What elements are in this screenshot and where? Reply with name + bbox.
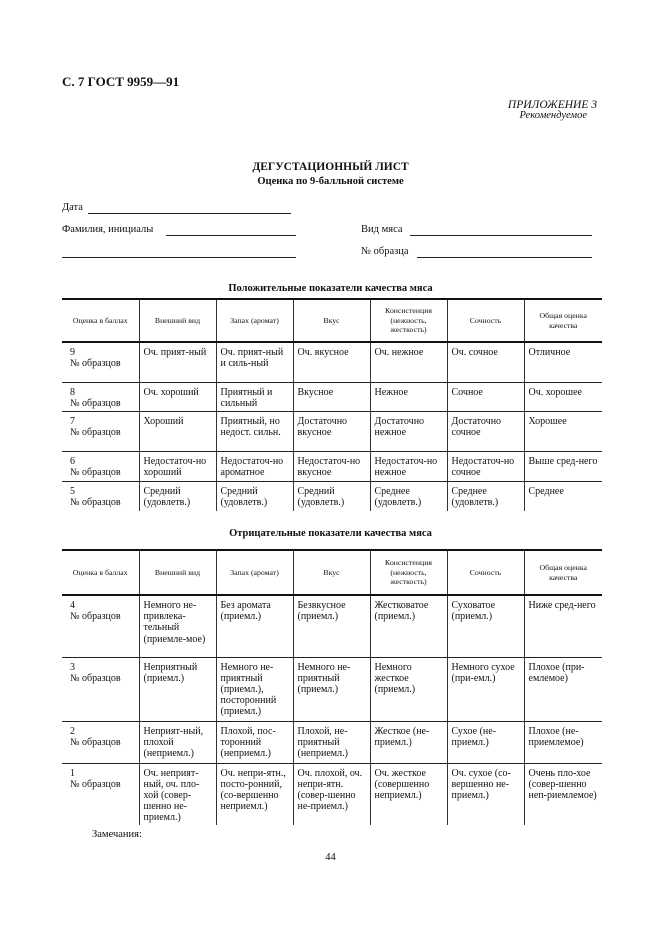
score-cell: 3 № образцов [62, 657, 139, 721]
score-cell: 7 № образцов [62, 411, 139, 451]
table-cell: Безвкусное (приемл.) [293, 595, 370, 657]
score-cell: 2 № образцов [62, 721, 139, 763]
table-cell: Средний (удовлетв.) [293, 481, 370, 511]
table-cell: Недостаточ-но сочное [447, 451, 524, 481]
table-cell: Среднее (удовлетв.) [447, 481, 524, 511]
meat-type-line[interactable] [410, 235, 592, 236]
table-cell: Оч. сухое (со-вершенно не-приемл.) [447, 763, 524, 825]
table-cell: Оч. прият-ный и силь-ный [216, 342, 293, 382]
header-score: Оценка в баллах [62, 299, 139, 342]
header-score: Оценка в баллах [62, 550, 139, 595]
sample-label: № образца [361, 246, 409, 257]
header-juiciness: Сочность [447, 299, 524, 342]
table-cell: Оч. непри-ятн., посто-ронний, (со-вершенно неприемл.) [216, 763, 293, 825]
score-cell: 4 № образцов [62, 595, 139, 657]
table-cell: Сочное [447, 382, 524, 411]
header-consistency: Консистенция (нежность, жесткость) [370, 299, 447, 342]
table-cell: Нежное [370, 382, 447, 411]
score-cell: 5 № образцов [70, 485, 121, 509]
header-taste: Вкус [293, 299, 370, 342]
table-cell: Неприятный (приемл.) [139, 657, 216, 721]
table-cell: Недостаточ-но хороший [139, 451, 216, 481]
table-cell: Недостаточ-но нежное [370, 451, 447, 481]
header-smell: Запах (аромат) [216, 550, 293, 595]
meat-type-label: Вид мяса [361, 224, 403, 235]
header-appearance: Внешний вид [139, 299, 216, 342]
table-cell: Оч. хороший [139, 382, 216, 411]
score-cell: 6 № образцов [62, 451, 139, 481]
name-line[interactable] [166, 235, 296, 236]
header-overall: Общая оценка качества [524, 299, 602, 342]
table-cell: Оч. нежное [370, 342, 447, 382]
score-cell: 9 № образцов [62, 342, 139, 382]
table-cell: Ниже сред-него [524, 595, 602, 657]
table-cell: Плохое (при-емлемое) [524, 657, 602, 721]
table-cell: Неприят-ный, плохой (неприемл.) [139, 721, 216, 763]
header-overall: Общая оценка качества [524, 550, 602, 595]
table-cell: Вкусное [293, 382, 370, 411]
table-row [62, 411, 602, 451]
table-cell: Оч. вкусное [293, 342, 370, 382]
table-cell: Оч. прият-ный [139, 342, 216, 382]
score-cell: 1 № образцов [70, 767, 121, 790]
page-number: 44 [325, 852, 336, 863]
table-cell: Недостаточ-но вкусное [293, 451, 370, 481]
table-cell: Оч. жесткое (совершенно неприемл.) [370, 763, 447, 825]
table-cell: Оч. сочное [447, 342, 524, 382]
header-appearance: Внешний вид [139, 550, 216, 595]
table-cell: Оч. неприят-ный, оч. пло-хой (совер-шенно не-приемл.) [139, 763, 216, 825]
table-row [62, 382, 602, 411]
table-cell: Сухое (не-приемл.) [447, 721, 524, 763]
negative-quality-table [62, 549, 602, 825]
table-cell: Приятный и сильный [216, 382, 293, 411]
table-cell: Очень пло-хое (совер-шенно неп-риемлемое) [524, 763, 602, 825]
table-cell: Без аромата (приемл.) [216, 595, 293, 657]
table-cell: Недостаточ-но ароматное [216, 451, 293, 481]
table-cell: Немного не-привлека-тельный (приемле-мое) [139, 595, 216, 657]
date-label: Дата [62, 202, 83, 213]
table-cell: Достаточно нежное [370, 411, 447, 451]
table-row [62, 763, 602, 825]
table-cell: Отличное [524, 342, 602, 382]
page-header: С. 7 ГОСТ 9959—91 [62, 74, 180, 89]
table-cell: Средний (удовлетв.) [139, 481, 216, 511]
table-cell: Оч. плохой, оч. непри-ятн. (совер-шенно не-приемл.) [293, 763, 370, 825]
table-row [62, 451, 602, 481]
appendix-title: ПРИЛОЖЕНИЕ 3 [507, 99, 597, 111]
score-cell: 8 № образцов [62, 382, 139, 411]
table-cell: Немного жесткое (приемл.) [370, 657, 447, 721]
header-smell: Запах (аромат) [216, 299, 293, 342]
table-row [62, 721, 602, 763]
extra-line[interactable] [62, 257, 296, 258]
table-row [62, 342, 602, 382]
table-cell: Оч. хорошее [524, 382, 602, 411]
table-cell: Немного не-приятный (приемл.), посторонний (приемл.) [216, 657, 293, 721]
table-cell: Достаточно сочное [447, 411, 524, 451]
table-cell: Немного сухое (при-емл.) [447, 657, 524, 721]
table-cell: Выше сред-него [524, 451, 602, 481]
table-cell: Среднее [524, 481, 602, 511]
header-taste: Вкус [293, 550, 370, 595]
positive-quality-table [62, 298, 602, 511]
table-row [62, 481, 602, 511]
table-cell: Немного не-приятный (приемл.) [293, 657, 370, 721]
table-row [62, 657, 602, 721]
header-consistency: Консистенция (нежность, жесткость) [370, 550, 447, 595]
table-cell: Хороший [139, 411, 216, 451]
remarks-label: Замечания: [92, 829, 142, 840]
table-cell: Средний (удовлетв.) [216, 481, 293, 511]
table-row [62, 595, 602, 657]
header-juiciness: Сочность [447, 550, 524, 595]
table-cell: Плохое (не-приемлемое) [524, 721, 602, 763]
date-line[interactable] [88, 213, 291, 214]
table-cell: Суховатое (приемл.) [447, 595, 524, 657]
table-cell: Приятный, но недост. сильн. [216, 411, 293, 451]
appendix-subtitle: Рекомендуемое [519, 110, 587, 121]
table-cell: Жесткое (не-приемл.) [370, 721, 447, 763]
sample-line[interactable] [417, 257, 592, 258]
name-label: Фамилия, инициалы [62, 224, 154, 235]
table-cell: Хорошее [524, 411, 602, 451]
table-cell: Достаточно вкусное [293, 411, 370, 451]
table-cell: Плохой, пос-торонний (неприемл.) [216, 721, 293, 763]
table-cell: Жестковатое (приемл.) [370, 595, 447, 657]
document-title: ДЕГУСТАЦИОННЫЙ ЛИСТ [252, 161, 409, 173]
document-subtitle: Оценка по 9-балльной системе [257, 176, 404, 187]
table-cell: Среднее (удовлетв.) [370, 481, 447, 511]
positive-section-title: Положительные показатели качества мяса [228, 283, 433, 294]
table-cell: Плохой, не-приятный (неприемл.) [293, 721, 370, 763]
negative-section-title: Отрицательные показатели качества мяса [229, 528, 432, 539]
